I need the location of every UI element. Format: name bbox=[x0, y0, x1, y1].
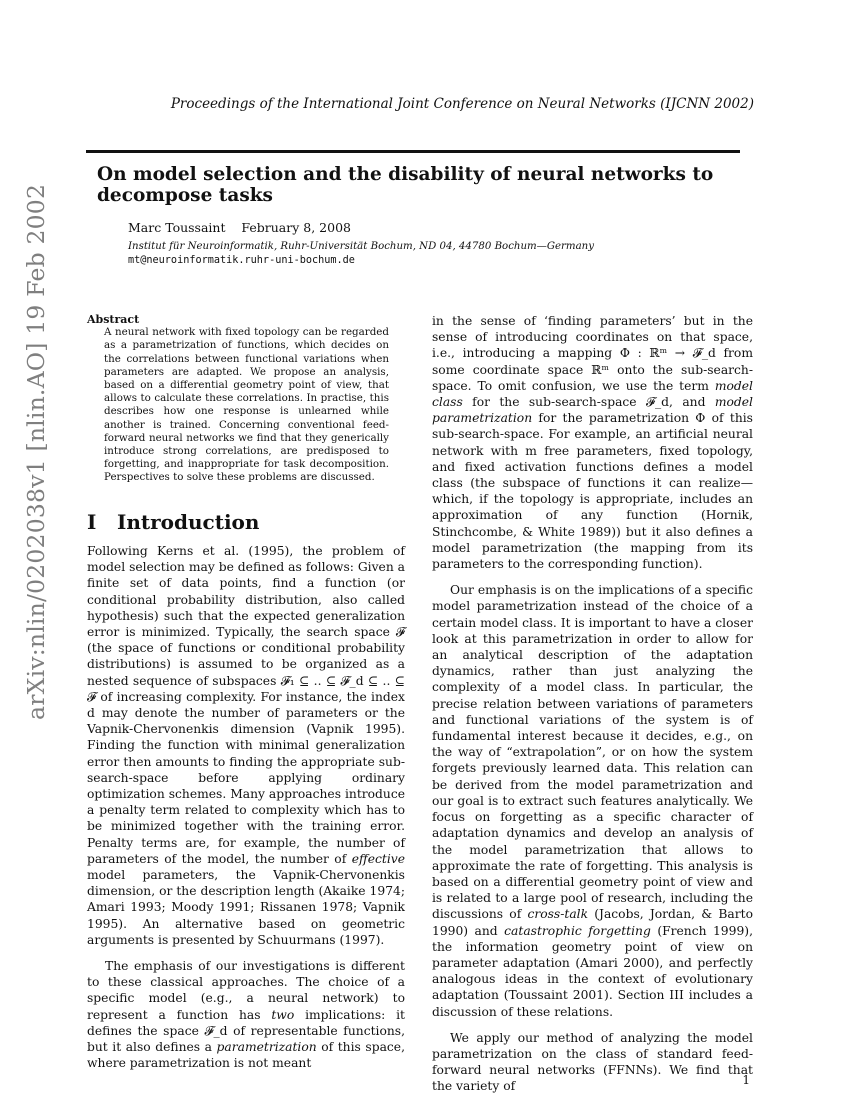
text-run: We apply our method of analyzing the model parametrization on the class of standard feed-forward neural networks (FFNNs). We find that the variety of bbox=[432, 1030, 753, 1094]
text-run: for the parametrization Φ of this sub-search-space. For example, an artificial neural network with m free parameters, fixed topology, and fixed activation functions defines a model class (the subspace of functions it can realize—which, if the topology is appropriate, includes an approximation of any function (Hornik, Stinchcombe, & White 1989)) but it also defines a model parametrization (the mapping from its parameters to the corresponding function). bbox=[432, 411, 753, 572]
text-run: for the sub-search-space 𝓕_d, and bbox=[472, 395, 706, 410]
page-number: 1 bbox=[742, 1073, 750, 1087]
paragraph bbox=[432, 313, 753, 572]
abstract-text: A neural network with fixed topology can be regarded as a parametrization of functions, which decides on the correlations between functional variations when parameters are adapted. We propose an analysis, based on a differential geometry point of view, that allows to calculate these correlations. In practise, this describes how one response is unlearned while another is trained. Concerning conventional feed-forward neural networks we find that they generically introduce strong correlations, are predisposed to forgetting, and inappropriate for task decomposition. Perspectives to solve these problems are discussed. bbox=[104, 326, 389, 484]
text-run: in the sense of ‘finding parameters’ but in the sense of introducing coordinates on that space, i.e., introducing a mapping Φ : ℝᵐ → 𝓕_d from some coordinate space ℝᵐ onto the sub-search-space. To omit confusion, we use the term bbox=[432, 314, 753, 393]
right-column bbox=[432, 313, 753, 1105]
author-email: mt@neuroinformatik.ruhr-uni-bochum.de bbox=[128, 255, 355, 266]
section-title: Introduction bbox=[117, 510, 260, 534]
text-run: (French 1999), the information geometry point of view on parameter adaptation (Amari 2000), and perfectly analogous ideas in the context of evolutionary adaptation (Toussaint 2001). Section III includes a discussion of these relations. bbox=[432, 923, 753, 1019]
arxiv-stamp: arXiv:nlin/0202038v1 [nlin.AO] 19 Feb 2002 bbox=[22, 183, 50, 720]
text-run: model parameters, the Vapnik-Chervonenkis dimension, or the description length (Akaike 1974; Amari 1993; Moody 1991; Rissanen 1978; Vapnik 1995). An alternative based on geometric arguments is presented by Schuurmans (1997). bbox=[87, 868, 405, 947]
emphasis: two bbox=[271, 1007, 295, 1022]
paragraph bbox=[87, 543, 405, 948]
emphasis: effective bbox=[351, 851, 405, 866]
text-run: Our emphasis is on the implications of a specific model parametrization instead of the choice of a certain model class. It is important to have a closer look at this parametrization in order to allow for an analytical description of the adaptation dynamics, rather than just analyzing the complexity of a model class. In particular, the precise relation between variations of parameters and functional variations of the system is of fundamental interest because it decides, e.g., on the way of “extrapolation”, or on how the system forgets previously learned data. This relation can be derived from the model parametrization and our goal is to extract such features analytically. We focus on forgetting as a specific character of adaptation dynamics and develop an analysis of the model parametrization that allows to approximate the rate of forgetting. This analysis is based on a differential geometry point of view and is related to a large pool of research, including the discussions of bbox=[432, 583, 753, 922]
emphasis: catastrophic forgetting bbox=[504, 923, 651, 938]
emphasis: cross-talk bbox=[527, 907, 589, 922]
paragraph bbox=[432, 582, 753, 1019]
affiliation: Institut für Neuroinformatik, Ruhr-Universität Bochum, ND 04, 44780 Bochum—Germany bbox=[128, 241, 594, 252]
text-run: implications: it defines the space 𝓕_d of representable functions, but it also defines a bbox=[87, 1007, 405, 1055]
text-run: Following Kerns et al. (1995), the problem of model selection may be defined as follows: Given a finite set of data points, find a function (or conditional probability distribution, also called hypothesis) such that the expected generalization error is minimized. Typically, the search space 𝓕 (the space of functions or conditional probability distributions) is assumed to be organized as a nested sequence of subspaces 𝓕₁ ⊆ .. ⊆ 𝓕_d ⊆ .. ⊆ 𝓕 of increasing complexity. For instance, the index d may denote the number of parameters or the Vapnik-Chervonenkis dimension (Vapnik 1995). Finding the function with minimal generalization error then amounts to finding the appropriate sub-search-space before applying ordinary optimization schemes. Many approaches introduce a penalty term related to complexity which has to be minimized together with the training error. Penalty terms are, for example, the number of parameters of the model, the number of bbox=[87, 544, 405, 866]
text-run: of this space, where parametrization is not meant bbox=[87, 1040, 405, 1071]
paper-title: On model selection and the disability of neural networks to decompose tasks bbox=[97, 164, 714, 206]
text-run: (Jacobs, Jordan, & Barto 1990) and bbox=[432, 907, 753, 938]
text-run: The emphasis of our investigations is different to these classical approaches. The choice of a specific model (e.g., a neural network) to represent a function has bbox=[87, 959, 405, 1022]
left-column bbox=[87, 543, 405, 1082]
emphasis: parametrization bbox=[216, 1040, 317, 1055]
paragraph bbox=[87, 958, 405, 1071]
section-number: I bbox=[87, 510, 97, 534]
emphasis: model parametrization bbox=[432, 395, 753, 426]
abstract-block bbox=[87, 313, 405, 485]
running-header: Proceedings of the International Joint Conference on Neural Networks (IJCNN 2002) bbox=[170, 96, 754, 112]
author-line: Marc Toussaint February 8, 2008 bbox=[128, 220, 351, 235]
title-rule bbox=[86, 150, 740, 153]
section-heading bbox=[87, 510, 259, 534]
emphasis: model class bbox=[432, 378, 753, 410]
abstract-heading: Abstract bbox=[87, 313, 140, 326]
